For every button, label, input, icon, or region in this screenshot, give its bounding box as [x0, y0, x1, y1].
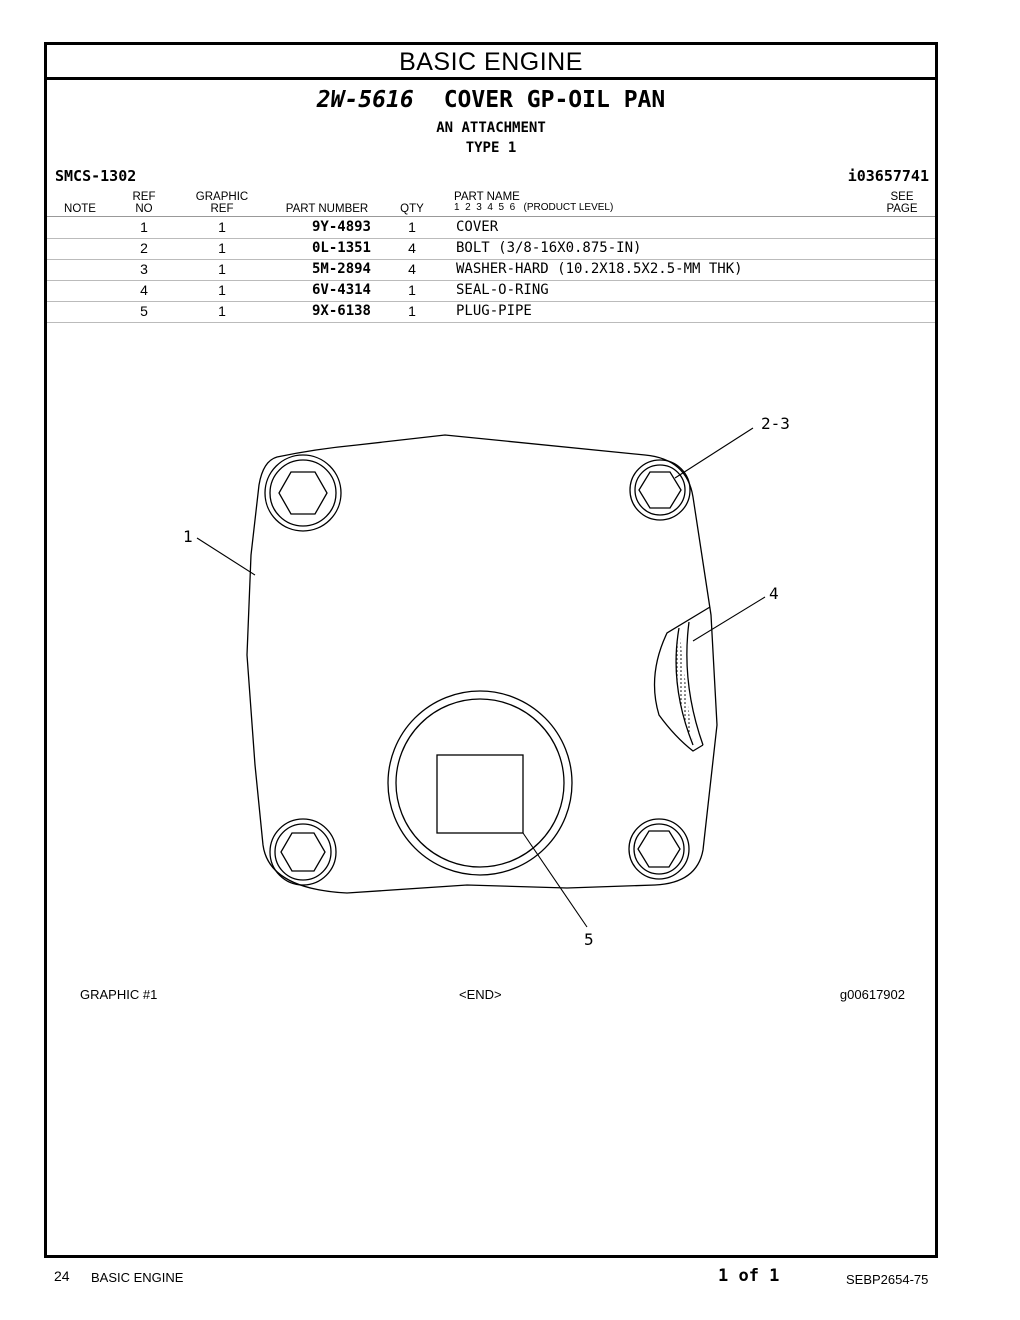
row-graphic-ref: 1: [218, 282, 226, 298]
row-graphic-ref: 1: [218, 261, 226, 277]
page-number: 24: [54, 1268, 70, 1284]
row-qty: 4: [408, 261, 416, 277]
group-subtitle-attachment: AN ATTACHMENT: [436, 120, 546, 136]
group-part-number: 2W-5616: [316, 87, 414, 113]
header-see-top: SEE: [890, 191, 914, 203]
group-name: COVER GP-OIL PAN: [443, 87, 666, 113]
row-ref-no: 3: [140, 261, 148, 277]
leader-2-3: [675, 428, 753, 478]
row-ref-no: 4: [140, 282, 148, 298]
page-count: 1 of 1: [718, 1266, 780, 1286]
page-frame: [44, 42, 938, 1258]
drain-plug: [388, 691, 572, 875]
row-graphic-ref: 1: [218, 219, 226, 235]
row-part-name: SEAL-O-RING: [456, 282, 549, 298]
header-see-bottom: PAGE: [886, 203, 918, 215]
row-part-number: 6V-4314: [311, 282, 371, 298]
smcs-code: SMCS-1302: [55, 167, 137, 185]
header-graphic-top: GRAPHIC: [195, 191, 249, 203]
group-subtitle-type: TYPE 1: [465, 140, 517, 156]
end-marker: <END>: [459, 987, 502, 1002]
row-graphic-ref: 1: [218, 240, 226, 256]
seal-o-ring-cutaway: [655, 607, 711, 751]
graphic-id: g00617902: [839, 987, 905, 1002]
document-id: SEBP2654-75: [846, 1272, 929, 1287]
header-product-level: 1 2 3 4 5 6 (PRODUCT LEVEL): [454, 202, 614, 213]
oil-pan-cover-diagram: [47, 45, 935, 1255]
callout-1: 1: [183, 527, 193, 546]
leader-5: [523, 833, 587, 927]
header-note: NOTE: [64, 203, 96, 215]
row-part-number: 0L-1351: [311, 240, 371, 256]
callout-2-3: 2-3: [761, 414, 790, 433]
bolt-top-left: [265, 455, 341, 531]
bolt-bottom-left: [270, 819, 336, 885]
row-part-name: WASHER-HARD (10.2X18.5X2.5-MM THK): [456, 261, 743, 277]
bolt-top-right: [630, 460, 690, 520]
row-part-number: 5M-2894: [311, 261, 371, 277]
row-part-name: BOLT (3/8-16X0.875-IN): [456, 240, 642, 256]
header-part-name: PART NAME: [454, 191, 520, 203]
row-part-name: PLUG-PIPE: [456, 303, 532, 319]
header-graphic-bottom: REF: [210, 203, 234, 215]
footer-section: BASIC ENGINE: [91, 1270, 184, 1285]
leader-1: [197, 538, 255, 575]
leader-4: [693, 597, 765, 641]
header-ref-top: REF: [132, 191, 156, 203]
row-part-number: 9Y-4893: [311, 219, 371, 235]
row-part-number: 9X-6138: [311, 303, 371, 319]
callout-4: 4: [769, 584, 779, 603]
callout-5: 5: [584, 930, 594, 949]
section-title: BASIC ENGINE: [47, 45, 935, 80]
row-part-name: COVER: [456, 219, 499, 235]
illustration-id: i03657741: [847, 167, 929, 185]
cover-outline: [247, 435, 717, 893]
bolt-bottom-right: [629, 819, 689, 879]
graphic-label: GRAPHIC #1: [80, 987, 158, 1002]
row-ref-no: 2: [140, 240, 148, 256]
row-qty: 1: [408, 219, 416, 235]
header-qty: QTY: [400, 203, 424, 215]
row-qty: 1: [408, 303, 416, 319]
row-qty: 1: [408, 282, 416, 298]
header-part-number: PART NUMBER: [285, 203, 369, 215]
row-qty: 4: [408, 240, 416, 256]
row-ref-no: 1: [140, 219, 148, 235]
row-ref-no: 5: [140, 303, 148, 319]
row-graphic-ref: 1: [218, 303, 226, 319]
header-ref-bottom: NO: [135, 203, 153, 215]
